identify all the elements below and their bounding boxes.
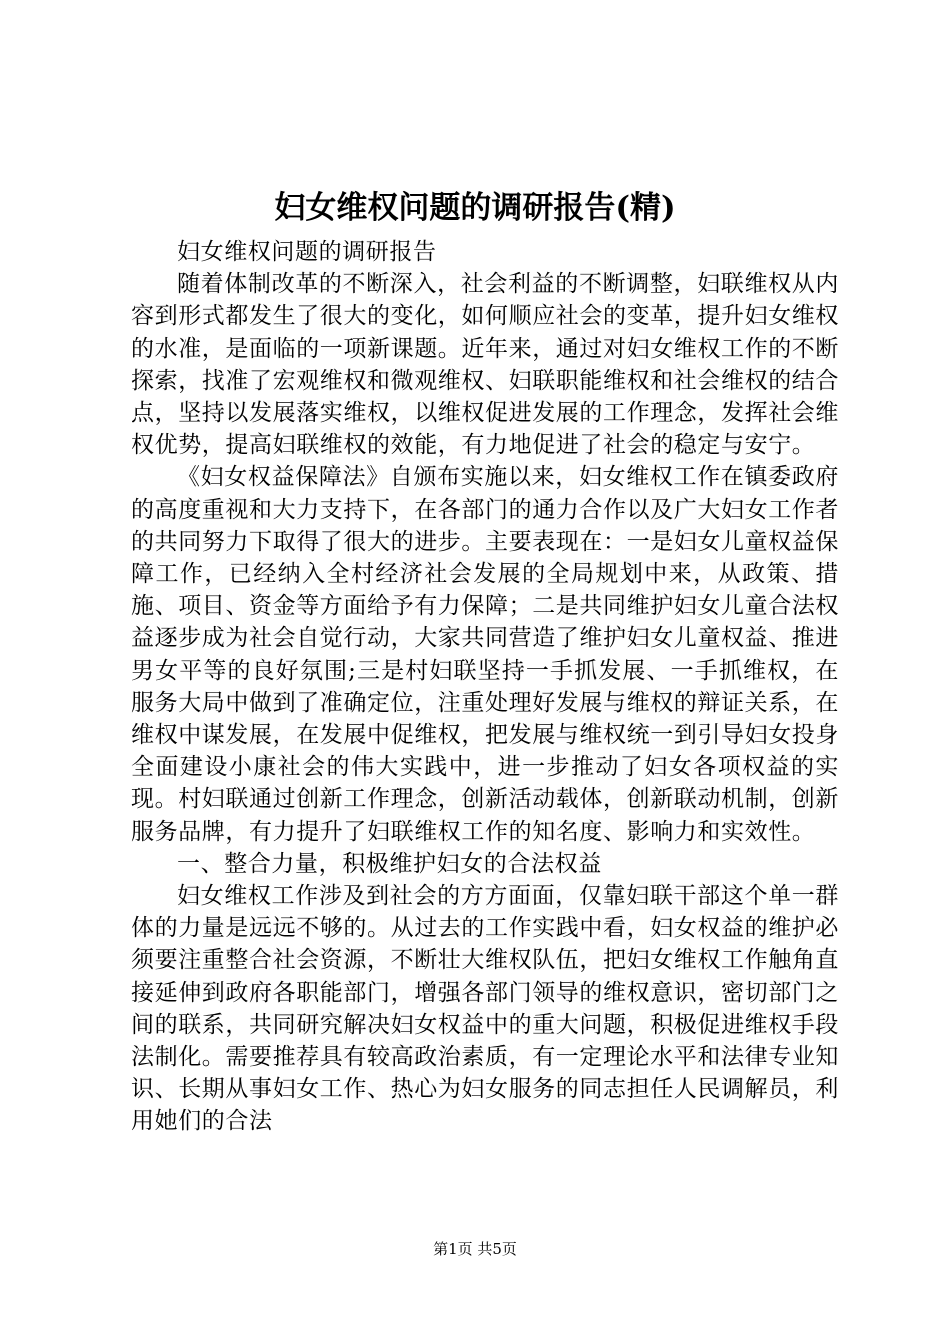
page-footer: 第1页 共5页 bbox=[433, 1240, 517, 1258]
document-title: 妇女维权问题的调研报告(精) bbox=[274, 190, 676, 226]
section-heading: 一、整合力量，积极维护妇女的合法权益 bbox=[177, 850, 602, 877]
intro-paragraph: 随着体制改革的不断深入，社会利益的不断调整，妇联维权从内容到形式都发生了很大的变化，如何顺应社会的变革，提升妇女维权的水准，是面临的一项新课题。近年来，通过对妇女维权工作的不断探索，找准了宏观维权和微观维权、妇联职能维权和社会维权的结合点，坚持以发展落实维权，以维权促进发展的工作理念，发挥社会维权优势，提高妇联维权的效能，有力地促进了社会的稳定与安宁。 bbox=[131, 271, 839, 459]
document-body bbox=[131, 236, 839, 1138]
law-paragraph: 《妇女权益保障法》自颁布实施以来，妇女维权工作在镇委政府的高度重视和大力支持下，在各部门的通力合作以及广大妇女工作者的共同努力下取得了很大的进步。主要表现在：一是妇女儿童权益保障工作，已经纳入全村经济社会发展的全局规划中来，从政策、措施、项目、资金等方面给予有力保障；二是共同维护妇女儿童合法权益逐步成为社会自觉行动，大家共同营造了维护妇女儿童权益、推进男女平等的良好氛围;三是村妇联坚持一手抓发展、一手抓维权，在服务大局中做到了准确定位，注重处理好发展与维权的辩证关系，在维权中谋发展，在发展中促维权，把发展与维权统一到引导妇女投身全面建设小康社会的伟大实践中，进一步推动了妇女各项权益的实现。村妇联通过创新工作理念，创新活动载体，创新联动机制，创新服务品牌，有力提升了妇联维权工作的知名度、影响力和实效性。 bbox=[131, 464, 839, 845]
section-paragraph: 妇女维权工作涉及到社会的方方面面，仅靠妇联干部这个单一群体的力量是远远不够的。从过去的工作实践中看，妇女权益的维护必须要注重整合社会资源，不断壮大维权队伍，把妇女维权工作触角直接延伸到政府各职能部门，增强各部门领导的维权意识，密切部门之间的联系，共同研究解决妇女权益中的重大问题，积极促进维权手段法制化。需要推荐具有较高政治素质，有一定理论水平和法律专业知识、长期从事妇女工作、热心为妇女服务的同志担任人民调解员，利用她们的合法 bbox=[131, 883, 839, 1135]
subtitle-paragraph: 妇女维权问题的调研报告 bbox=[177, 239, 437, 265]
